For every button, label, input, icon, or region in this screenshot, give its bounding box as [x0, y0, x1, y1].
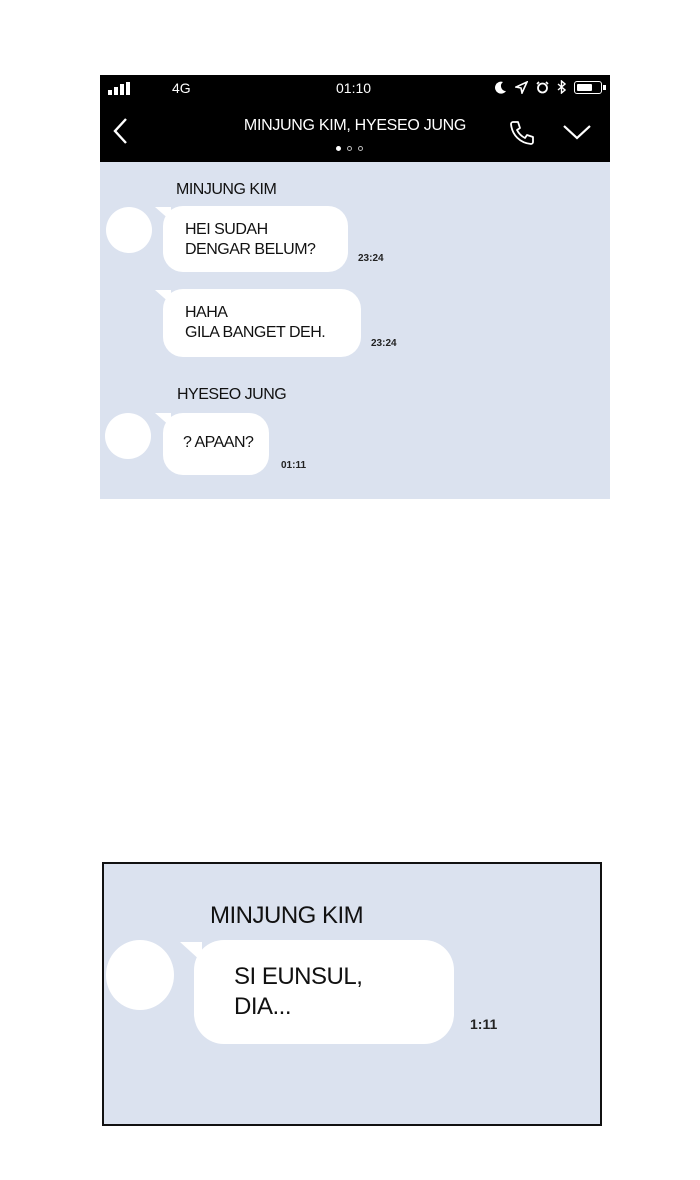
message-time: 23:24 [358, 253, 384, 264]
avatar[interactable] [106, 207, 152, 253]
sender-name: MINJUNG KIM [210, 902, 364, 929]
location-arrow-icon [515, 81, 528, 94]
message-time: 01:11 [281, 460, 307, 471]
message-bubble[interactable]: SI EUNSUL, DIA... [194, 940, 454, 1044]
bluetooth-icon [557, 80, 566, 94]
chevron-down-icon[interactable] [562, 123, 592, 141]
chat-closeup-panel [102, 862, 602, 1126]
chat-screen [100, 75, 610, 499]
clock: 01:10 [336, 80, 372, 96]
battery-icon [574, 81, 602, 94]
alarm-icon [536, 81, 549, 94]
page-indicator [336, 146, 363, 151]
chat-header [100, 103, 610, 162]
message-bubble[interactable]: HAHA GILA BANGET DEH. [163, 289, 361, 357]
message-bubble[interactable]: ? APAAN? [163, 413, 269, 475]
moon-icon [495, 81, 507, 94]
sender-name: MINJUNG KIM [176, 181, 277, 198]
network-label: 4G [172, 80, 191, 96]
message-time: 1:11 [470, 1016, 498, 1032]
signal-icon [108, 82, 132, 95]
avatar[interactable] [105, 413, 151, 459]
chat-title: MINJUNG KIM, HYESEO JUNG [243, 117, 467, 134]
status-bar [100, 75, 610, 103]
avatar[interactable] [106, 940, 174, 1010]
sender-name: HYESEO JUNG [177, 386, 287, 403]
message-bubble[interactable]: HEI SUDAH DENGAR BELUM? [163, 206, 348, 272]
phone-call-icon[interactable] [508, 119, 536, 147]
message-time: 23:24 [371, 338, 397, 349]
